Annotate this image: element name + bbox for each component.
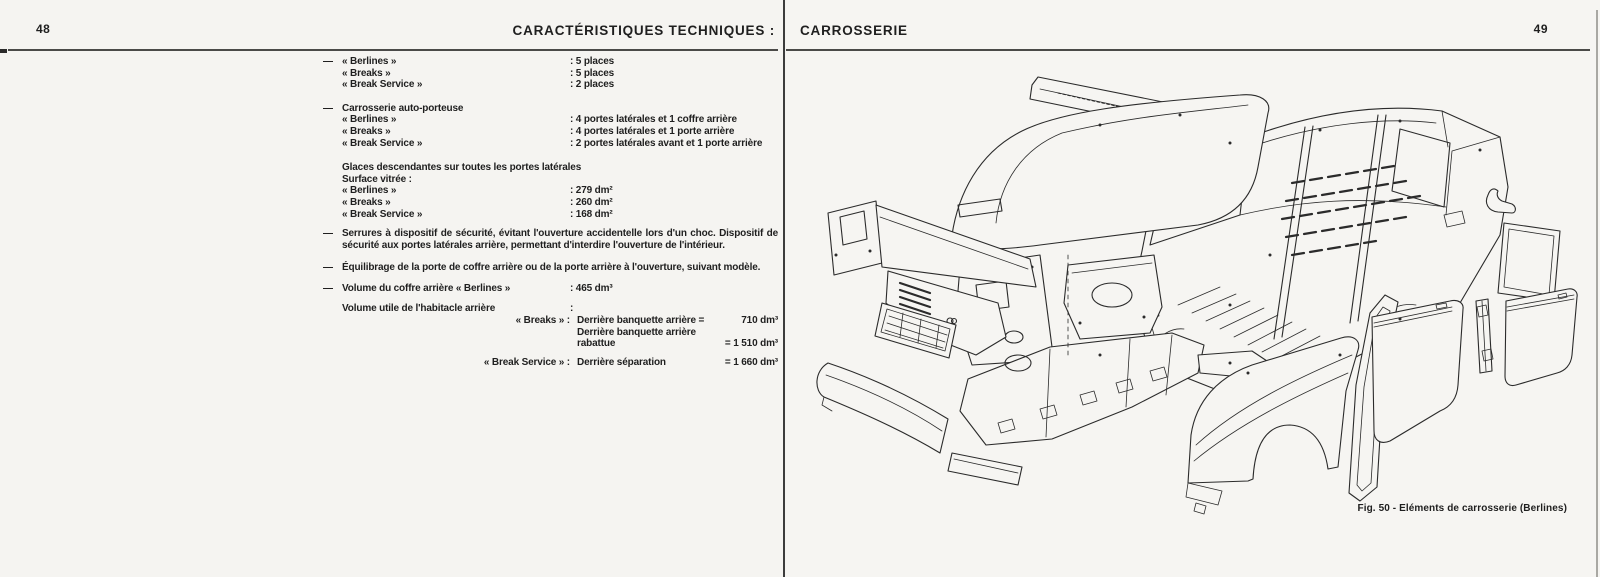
volume-row: [323, 327, 778, 339]
bullet-dash: [323, 126, 342, 138]
spec-value: : 279 dm²: [570, 185, 613, 197]
page-gutter-divider: [783, 0, 785, 577]
cabin-volume-section: [323, 303, 778, 368]
spec-label: « Break Service »: [342, 79, 423, 91]
header-rule-left: [8, 49, 778, 51]
seating-section: [323, 56, 778, 91]
volume-desc: rabattue: [577, 338, 616, 350]
bullet-dash: [323, 68, 342, 80]
spec-value: : 260 dm²: [570, 196, 613, 208]
rear-hinge-strip-drawing: [1476, 299, 1493, 373]
volume-row: [323, 338, 778, 350]
colon: :: [570, 303, 574, 315]
spec-row: [323, 79, 778, 91]
paragraph-text: Serrures à dispositif de sécurité, évitant l'ouverture accidentelle lors d'un choc. Dispositif de sécurité aux portes latérales arrière, permettant d'interdire l'ouverture de l'intérieur.: [342, 228, 778, 252]
spec-label: Volume du coffre arrière « Berlines »: [342, 282, 511, 294]
spec-value: : 5 places: [570, 56, 615, 67]
bullet-dash: [323, 138, 342, 150]
section-intro-row: [323, 103, 778, 115]
variant-label: « Breaks » :: [515, 314, 570, 326]
carrosserie-exploded-diagram: [800, 55, 1600, 577]
spec-value: : 5 places: [570, 67, 615, 79]
bullet-dash: [323, 114, 342, 126]
bullet-dash: —: [323, 56, 333, 67]
spec-row: [323, 209, 778, 221]
volume-value: [717, 327, 778, 339]
spec-label: « Breaks »: [342, 125, 391, 137]
spec-row: [323, 185, 778, 197]
spec-value: : 4 portes latérales et 1 porte arrière: [570, 125, 735, 137]
volume-value: 710 dm³: [741, 314, 778, 326]
bullet-dash: [323, 185, 342, 197]
page-title-right: CARROSSERIE: [800, 23, 908, 38]
bullet-dash: —: [323, 261, 333, 273]
bullet-dash: —: [323, 102, 333, 114]
spec-label: « Breaks »: [342, 196, 391, 208]
volume-desc: Derrière banquette arrière: [577, 326, 696, 338]
windows-section: [323, 162, 778, 220]
balance-paragraph: [323, 262, 778, 274]
bullet-dash: [323, 79, 342, 91]
volume-value: = 1 660 dm³: [724, 356, 778, 368]
cabin-volume-title-row: [323, 303, 778, 315]
section-title: Volume utile de l'habitacle arrière: [342, 303, 496, 315]
spec-value: : 2 places: [570, 79, 615, 91]
windows-line2: Surface vitrée :: [342, 173, 412, 185]
rear-door-frame-drawing: [1498, 223, 1560, 301]
spec-label: « Break Service »: [342, 137, 423, 149]
spec-label: « Berlines »: [342, 114, 397, 126]
page-49: [786, 0, 1600, 577]
page-number-right: 49: [1533, 22, 1548, 36]
figure-caption: Fig. 50 - Eléments de carrosserie (Berlines): [1357, 503, 1567, 514]
body-structure-section: [323, 103, 778, 149]
spec-row: [323, 126, 778, 138]
spec-value: : 2 portes latérales avant et 1 porte arrière: [570, 137, 763, 149]
headlamp-panel-drawing: [1064, 255, 1162, 339]
variant-label: [323, 327, 570, 339]
bullet-dash: —: [323, 228, 333, 240]
spec-row: [323, 68, 778, 80]
bullet-dash: —: [323, 282, 333, 294]
paragraph-text: Équilibrage de la porte de coffre arrière ou de la porte arrière à l'ouverture, suivant modèle.: [342, 261, 761, 273]
spec-label: « Berlines »: [342, 56, 397, 67]
volume-row: [323, 357, 778, 369]
bullet-dash: [323, 209, 342, 221]
header-rule-right: [786, 49, 1590, 51]
section-intro: Carrosserie auto-porteuse: [342, 102, 464, 114]
specifications-block: [323, 56, 778, 368]
page-title-left: CARACTÉRISTIQUES TECHNIQUES :: [512, 23, 775, 38]
volume-desc: Derrière banquette arrière =: [577, 314, 705, 326]
page-number-left: 48: [36, 22, 51, 36]
spec-label: « Berlines »: [342, 185, 397, 197]
front-door-panel-drawing: [1372, 300, 1463, 442]
volume-desc: Derrière séparation: [577, 356, 666, 368]
spec-value: : 168 dm²: [570, 208, 613, 220]
volume-row: [323, 315, 778, 327]
windows-line1: Glaces descendantes sur toutes les portes latérales: [342, 162, 582, 174]
bullet-dash: [323, 197, 342, 209]
spec-label: « Break Service »: [342, 208, 423, 220]
spec-row: [323, 114, 778, 126]
spec-row: [323, 138, 778, 150]
page-edge-shadow: [1596, 10, 1598, 577]
locks-paragraph: [323, 228, 778, 252]
variant-label: « Break Service » :: [483, 356, 570, 368]
binding-mark: [0, 49, 7, 53]
bullet-dash: [323, 303, 342, 315]
spec-value: : 465 dm³: [570, 282, 613, 294]
trunk-volume-row: [323, 283, 778, 295]
rear-door-panel-drawing: [1505, 289, 1577, 386]
spec-value: : 4 portes latérales et 1 coffre arrière: [570, 114, 737, 126]
spec-row: [323, 197, 778, 209]
variant-label: [323, 338, 570, 350]
page-48: [0, 0, 783, 577]
volume-value: = 1 510 dm³: [724, 338, 778, 350]
spec-row: [323, 56, 778, 68]
spec-label: « Breaks »: [342, 67, 391, 79]
